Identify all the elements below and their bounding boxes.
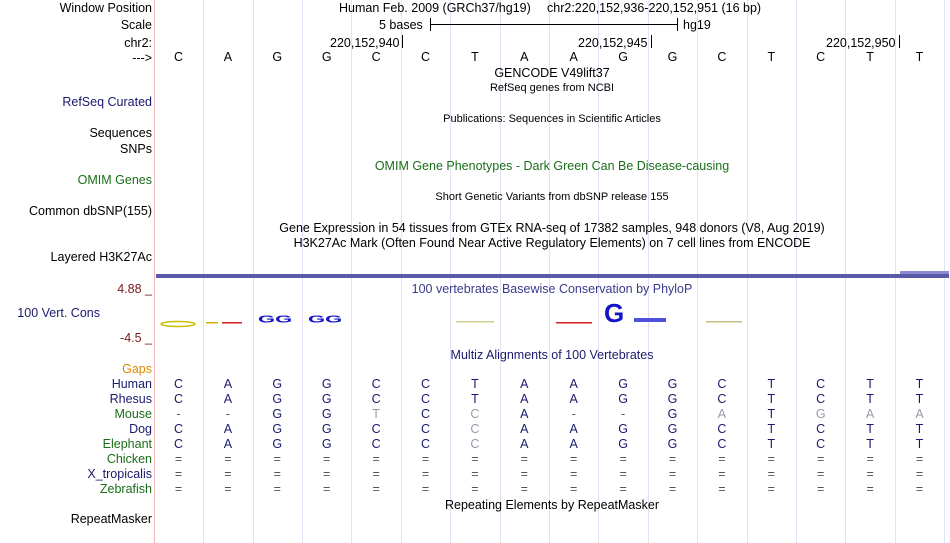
vert-cons-label[interactable]: 100 Vert. Cons <box>17 306 100 320</box>
base-letter: G <box>321 50 332 64</box>
species-label[interactable]: Rhesus <box>109 392 152 406</box>
coord-tick <box>899 35 900 48</box>
alignment-base: = <box>866 452 874 466</box>
alignment-base: = <box>372 467 380 481</box>
phylop-min-label: -4.5 _ <box>120 331 152 345</box>
base-letter: A <box>569 50 578 64</box>
alignment-base: = <box>224 467 232 481</box>
alignment-base: = <box>421 482 430 496</box>
coord-tick <box>651 35 652 48</box>
base-letter: T <box>471 50 479 64</box>
grid-line <box>203 0 204 543</box>
alignment-base: C <box>371 422 381 436</box>
alignment-base: = <box>372 452 380 466</box>
alignment-base: G <box>618 437 628 451</box>
base-letter: A <box>223 50 233 64</box>
alignment-base: C <box>420 422 431 436</box>
alignment-base: = <box>767 482 775 496</box>
alignment-base: = <box>817 482 825 496</box>
alignment-base: C <box>470 437 480 451</box>
alignment-base: C <box>173 377 184 391</box>
alignment-base: G <box>272 407 283 421</box>
grid-line <box>253 0 254 543</box>
scale-bar-right-tick <box>677 18 678 31</box>
grid-line <box>302 0 303 543</box>
chr-label[interactable]: chr2: <box>124 36 152 50</box>
alignment-base: T <box>767 437 776 451</box>
alignment-base: A <box>520 407 529 421</box>
alignment-base: = <box>224 452 232 466</box>
alignment-base: = <box>570 482 578 496</box>
base-letter: A <box>520 50 529 64</box>
alignment-base: - <box>571 407 576 421</box>
species-label[interactable]: Human <box>111 377 152 391</box>
alignment-base: = <box>718 482 726 496</box>
alignment-base: = <box>273 467 281 481</box>
alignment-base: = <box>619 482 627 496</box>
assembly-text: Human Feb. 2009 (GRCh37/hg19) <box>339 1 531 15</box>
alignment-base: G <box>618 422 628 436</box>
alignment-base: T <box>915 392 924 406</box>
alignment-base: A <box>569 437 578 451</box>
layered-h3k27ac-label[interactable]: Layered H3K27Ac <box>50 250 152 264</box>
alignment-base: C <box>371 437 381 451</box>
base-letter: C <box>371 50 381 64</box>
snps-label[interactable]: SNPs <box>120 142 152 156</box>
alignment-base: T <box>915 437 924 451</box>
repeatmasker-label[interactable]: RepeatMasker <box>70 512 152 526</box>
coord-label: 220,152,950 <box>826 36 896 50</box>
grid-line <box>747 0 748 543</box>
h3k27ac-signal-peak <box>900 271 949 274</box>
alignment-base: T <box>915 377 924 391</box>
coord-label: 220,152,940 <box>330 36 400 50</box>
svg-text:G: G <box>604 300 625 328</box>
grid-line <box>697 0 698 543</box>
alignment-base: = <box>915 467 924 481</box>
alignment-base: = <box>421 467 430 481</box>
alignment-base: C <box>420 377 431 391</box>
scale-db-text: hg19 <box>683 18 711 32</box>
alignment-base: C <box>816 392 826 406</box>
species-label[interactable]: Zebrafish <box>99 482 152 496</box>
alignment-base: T <box>866 392 874 406</box>
base-letter: C <box>173 50 184 64</box>
common-dbsnp-label[interactable]: Common dbSNP(155) <box>29 204 152 218</box>
h3k27ac-signal-band <box>156 274 949 278</box>
alignment-base: - <box>225 407 230 421</box>
alignment-base: A <box>520 392 529 406</box>
alignment-base: C <box>717 377 727 391</box>
alignment-base: T <box>471 392 479 406</box>
grid-line <box>845 0 846 543</box>
alignment-base: C <box>816 437 826 451</box>
svg-text:GG: GG <box>308 313 343 325</box>
alignment-base: G <box>321 377 332 391</box>
alignment-base: A <box>569 377 578 391</box>
grid-line <box>450 0 451 543</box>
alignment-base: G <box>667 407 678 421</box>
alignment-base: C <box>173 437 184 451</box>
alignment-base: G <box>667 377 678 391</box>
grid-line <box>648 0 649 543</box>
alignment-base: G <box>321 437 332 451</box>
alignment-base: A <box>223 422 233 436</box>
multiz-track-title[interactable]: Multiz Alignments of 100 Vertebrates <box>450 348 654 362</box>
publications-track-title[interactable]: Publications: Sequences in Scientific Articles <box>443 113 661 125</box>
alignment-base: G <box>815 407 826 421</box>
alignment-base: = <box>817 467 825 481</box>
label-separator <box>154 0 155 543</box>
alignment-base: A <box>865 407 875 421</box>
gaps-label[interactable]: Gaps <box>122 362 152 376</box>
alignment-base: = <box>866 482 874 496</box>
alignment-base: C <box>816 377 826 391</box>
base-letter: G <box>618 50 628 64</box>
alignment-base: = <box>520 467 528 481</box>
alignment-base: = <box>372 482 380 496</box>
species-label[interactable]: X_tropicalis <box>87 467 152 481</box>
refseq-track-title[interactable]: RefSeq genes from NCBI <box>489 82 615 94</box>
phylop-track-title[interactable]: 100 vertebrates Basewise Conservation by PhyloP <box>411 282 693 296</box>
alignment-base: A <box>520 377 529 391</box>
alignment-base: = <box>570 452 578 466</box>
alignment-base: T <box>915 422 924 436</box>
alignment-base: A <box>569 392 578 406</box>
gencode-track-title[interactable]: GENCODE V49lift37 <box>494 66 610 80</box>
repeatmasker-track-title[interactable]: Repeating Elements by RepeatMasker <box>444 498 660 512</box>
scale-bar <box>430 24 677 25</box>
alignment-base: = <box>520 452 528 466</box>
alignment-base: G <box>667 392 678 406</box>
alignment-base: G <box>667 437 678 451</box>
alignment-base: A <box>223 392 233 406</box>
conservation-logo <box>156 300 950 330</box>
alignment-base: C <box>173 392 184 406</box>
alignment-base: T <box>866 437 874 451</box>
alignment-base: C <box>420 407 431 421</box>
species-label[interactable]: Dog <box>129 422 152 436</box>
dbsnp-track-title[interactable]: Short Genetic Variants from dbSNP release 155 <box>435 191 669 203</box>
omim-genes-label[interactable]: OMIM Genes <box>77 173 152 187</box>
alignment-base: G <box>618 377 628 391</box>
base-letter: G <box>667 50 678 64</box>
alignment-base: A <box>520 422 529 436</box>
scale-label[interactable]: Scale <box>120 18 152 32</box>
alignment-base: - <box>176 407 181 421</box>
alignment-base: A <box>520 437 529 451</box>
alignment-base: G <box>272 392 283 406</box>
species-label[interactable]: Mouse <box>114 407 152 421</box>
alignment-base: T <box>471 377 479 391</box>
alignment-base: A <box>223 377 233 391</box>
alignment-base: T <box>767 377 776 391</box>
species-label[interactable]: Elephant <box>102 437 152 451</box>
alignment-base: = <box>915 482 924 496</box>
strand-label[interactable]: ---> <box>132 51 152 65</box>
alignment-base: G <box>618 392 628 406</box>
alignment-base: C <box>420 437 431 451</box>
alignment-base: = <box>915 452 924 466</box>
base-letter: T <box>915 50 924 64</box>
alignment-base: C <box>717 392 727 406</box>
alignment-base: T <box>767 407 776 421</box>
alignment-base: = <box>619 467 627 481</box>
position-text: chr2:220,152,936-220,152,951 (16 bp) <box>547 1 762 15</box>
window-position-label[interactable]: Window Position <box>59 1 152 15</box>
alignment-base: A <box>223 437 233 451</box>
refseq-curated-label[interactable]: RefSeq Curated <box>62 95 152 109</box>
alignment-base: = <box>174 467 183 481</box>
alignment-base: = <box>767 467 775 481</box>
alignment-base: = <box>174 482 183 496</box>
gtex-track-title[interactable]: Gene Expression in 54 tissues from GTEx RNA-seq of 17382 samples, 948 donors (V8, Aug 2019) <box>279 221 825 235</box>
species-label[interactable]: Chicken <box>106 452 152 466</box>
alignment-base: = <box>323 467 331 481</box>
alignment-base: A <box>915 407 924 421</box>
alignment-base: G <box>321 422 332 436</box>
alignment-base: = <box>224 482 232 496</box>
alignment-base: T <box>866 422 874 436</box>
scale-bar-left-tick <box>430 18 431 31</box>
base-letter: T <box>866 50 874 64</box>
coord-tick <box>402 35 403 48</box>
alignment-base: C <box>371 392 381 406</box>
alignment-base: G <box>321 407 332 421</box>
grid-line <box>401 0 402 543</box>
alignment-base: C <box>717 437 727 451</box>
grid-line <box>351 0 352 543</box>
alignment-base: = <box>718 452 726 466</box>
alignment-base: C <box>371 377 381 391</box>
base-letter: T <box>767 50 776 64</box>
alignment-base: = <box>817 452 825 466</box>
base-letter: C <box>816 50 826 64</box>
alignment-base: C <box>420 392 431 406</box>
alignment-base: = <box>668 467 677 481</box>
alignment-base: T <box>866 377 874 391</box>
omim-track-title[interactable]: OMIM Gene Phenotypes - Dark Green Can Be Disease-causing <box>374 159 730 173</box>
alignment-base: = <box>619 452 627 466</box>
alignment-base: G <box>272 422 283 436</box>
alignment-base: C <box>470 422 480 436</box>
alignment-base: A <box>717 407 727 421</box>
alignment-base: = <box>767 452 775 466</box>
grid-line <box>895 0 896 543</box>
alignment-base: A <box>569 422 578 436</box>
alignment-base: T <box>767 392 776 406</box>
phylop-max-label: 4.88 _ <box>117 282 152 296</box>
alignment-base: = <box>520 482 528 496</box>
alignment-base: = <box>323 482 331 496</box>
scale-text: 5 bases <box>379 18 423 32</box>
base-letter: G <box>272 50 283 64</box>
alignment-base: = <box>866 467 874 481</box>
coord-label: 220,152,945 <box>578 36 648 50</box>
alignment-base: = <box>273 452 281 466</box>
alignment-base: = <box>174 452 183 466</box>
alignment-base: G <box>272 437 283 451</box>
alignment-base: = <box>273 482 281 496</box>
alignment-base: G <box>272 377 283 391</box>
alignment-base: T <box>372 407 380 421</box>
alignment-base: T <box>767 422 776 436</box>
alignment-base: C <box>173 422 184 436</box>
sequences-label[interactable]: Sequences <box>89 126 152 140</box>
alignment-base: G <box>667 422 678 436</box>
alignment-base: C <box>717 422 727 436</box>
alignment-base: = <box>570 467 578 481</box>
base-letter: C <box>717 50 727 64</box>
alignment-base: = <box>718 467 726 481</box>
alignment-base: - <box>621 407 626 421</box>
grid-line <box>796 0 797 543</box>
base-letter: C <box>420 50 431 64</box>
alignment-base: = <box>471 467 479 481</box>
alignment-base: = <box>323 452 331 466</box>
svg-text:GG: GG <box>258 313 293 325</box>
alignment-base: = <box>471 482 479 496</box>
alignment-base: = <box>471 452 479 466</box>
alignment-base: = <box>421 452 430 466</box>
alignment-base: G <box>321 392 332 406</box>
alignment-base: C <box>816 422 826 436</box>
h3k27ac-track-title[interactable]: H3K27Ac Mark (Often Found Near Active Regulatory Elements) on 7 cell lines from ENCODE <box>293 236 811 250</box>
alignment-base: C <box>470 407 480 421</box>
alignment-base: = <box>668 482 677 496</box>
alignment-base: = <box>668 452 677 466</box>
